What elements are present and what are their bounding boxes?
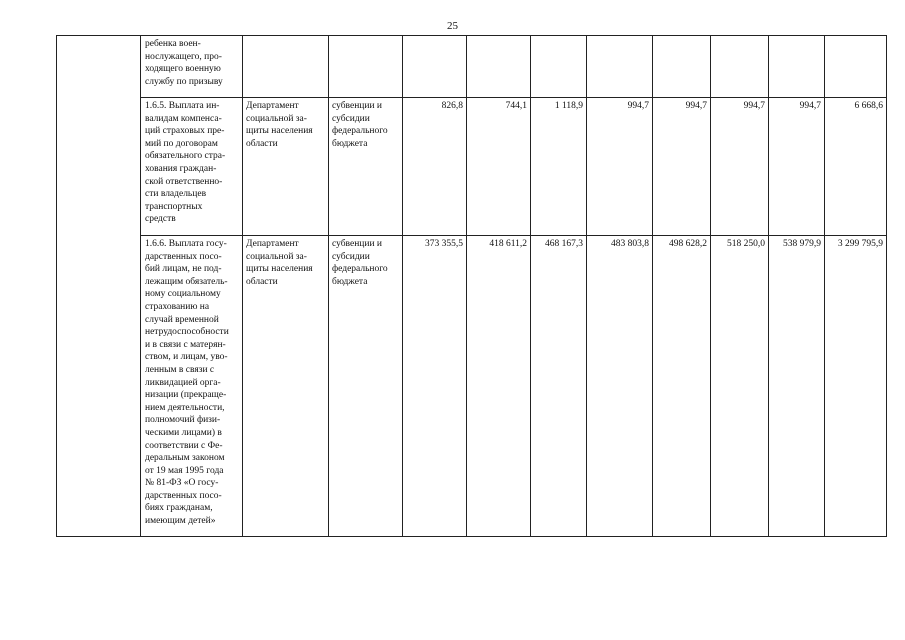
value-cell — [769, 36, 825, 98]
description-line: нием деятельности, — [145, 402, 225, 413]
description-line: ческими лицами) в — [145, 427, 222, 438]
value-cell: 994,7 — [653, 98, 711, 236]
value-cell: 483 803,8 — [587, 236, 653, 537]
executor-line: щиты населения — [246, 126, 313, 137]
description-line: полномочий физи- — [145, 415, 221, 426]
executor-cell — [243, 36, 329, 98]
value-cell — [711, 36, 769, 98]
source-line: бюджета — [332, 138, 368, 149]
value-cell: 518 250,0 — [711, 236, 769, 537]
row-number-cell — [57, 36, 141, 537]
description-line: № 81-ФЗ «О госу- — [145, 478, 219, 489]
description-line: транспортных — [145, 201, 203, 212]
executor-line: Департамент — [246, 101, 299, 111]
value-cell: 3 299 795,9 — [825, 236, 887, 537]
description-line: ленным в связи с — [145, 364, 215, 375]
description-line: нетрудоспособности — [145, 327, 229, 338]
source-cell — [329, 36, 403, 98]
description-line: валидам компенса- — [145, 113, 222, 124]
value-cell: 994,7 — [769, 98, 825, 236]
source-cell — [329, 236, 403, 537]
description-line: ходящего военную — [145, 64, 221, 75]
source-line: федерального — [332, 264, 388, 275]
description-line: биях гражданам, — [145, 503, 213, 514]
description-line: случай временной — [145, 314, 219, 325]
executor-cell — [243, 98, 329, 236]
value-cell: 468 167,3 — [531, 236, 587, 537]
description-line: соответствии с Фе- — [145, 440, 223, 451]
description-line: низации (прекраще- — [145, 390, 227, 401]
description-line: бий лицам, не под- — [145, 264, 222, 275]
description-line: дарственных посо- — [145, 251, 222, 262]
value-cell: 994,7 — [711, 98, 769, 236]
description-line: 1.6.6. Выплата госу- — [145, 239, 227, 249]
description-line: дарственных посо- — [145, 490, 222, 501]
budget-table — [56, 35, 887, 537]
value-cell — [653, 36, 711, 98]
executor-cell — [243, 236, 329, 537]
description-line: деральным законом — [145, 453, 225, 464]
executor-line: социальной за- — [246, 251, 307, 262]
value-cell: 538 979,9 — [769, 236, 825, 537]
value-cell: 826,8 — [403, 98, 467, 236]
source-line: субсидии — [332, 251, 370, 262]
description-cell — [141, 36, 243, 98]
value-cell: 498 628,2 — [653, 236, 711, 537]
description-line: сти владельцев — [145, 189, 207, 200]
description-line: ликвидацией орга- — [145, 377, 221, 388]
source-line: субвенции и — [332, 239, 382, 249]
description-cell — [141, 98, 243, 236]
value-cell — [467, 36, 531, 98]
value-cell: 418 611,2 — [467, 236, 531, 537]
source-line: бюджета — [332, 276, 368, 287]
page-number: 25 — [447, 20, 458, 32]
description-cell — [141, 236, 243, 537]
value-cell: 1 118,9 — [531, 98, 587, 236]
description-line: службу по призыву — [145, 76, 223, 87]
source-line: субвенции и — [332, 101, 382, 111]
description-line: хования граждан- — [145, 163, 217, 174]
description-line: и в связи с матерян- — [145, 339, 226, 350]
description-line: мий по договорам — [145, 138, 218, 149]
description-line: ций страховых пре- — [145, 126, 225, 137]
value-cell — [531, 36, 587, 98]
value-cell: 994,7 — [587, 98, 653, 236]
table-row — [57, 98, 887, 236]
description-line: средств — [145, 214, 176, 225]
value-cell: 6 668,6 — [825, 98, 887, 236]
value-cell: 373 355,5 — [403, 236, 467, 537]
value-cell — [825, 36, 887, 98]
table-row — [57, 36, 887, 98]
source-cell — [329, 98, 403, 236]
executor-line: социальной за- — [246, 113, 307, 124]
description-line: 1.6.5. Выплата ин- — [145, 101, 220, 111]
description-line: ному социальному — [145, 289, 221, 300]
source-line: федерального — [332, 126, 388, 137]
value-cell: 744,1 — [467, 98, 531, 236]
description-line: обязательного стра- — [145, 151, 226, 162]
description-line: ребенка воен- — [145, 39, 201, 49]
executor-line: области — [246, 138, 278, 149]
description-line: нослужащего, про- — [145, 51, 222, 62]
executor-line: Департамент — [246, 239, 299, 249]
description-line: страхованию на — [145, 301, 210, 312]
description-line: ской ответственно- — [145, 176, 223, 187]
source-line: субсидии — [332, 113, 370, 124]
description-line: имеющим детей» — [145, 516, 216, 527]
description-line: от 19 мая 1995 года — [145, 465, 224, 476]
executor-line: области — [246, 276, 278, 287]
executor-line: щиты населения — [246, 264, 313, 275]
value-cell — [403, 36, 467, 98]
table-row — [57, 236, 887, 537]
description-line: ством, и лицам, уво- — [145, 352, 228, 363]
description-line: лежащим обязатель- — [145, 276, 228, 287]
value-cell — [587, 36, 653, 98]
